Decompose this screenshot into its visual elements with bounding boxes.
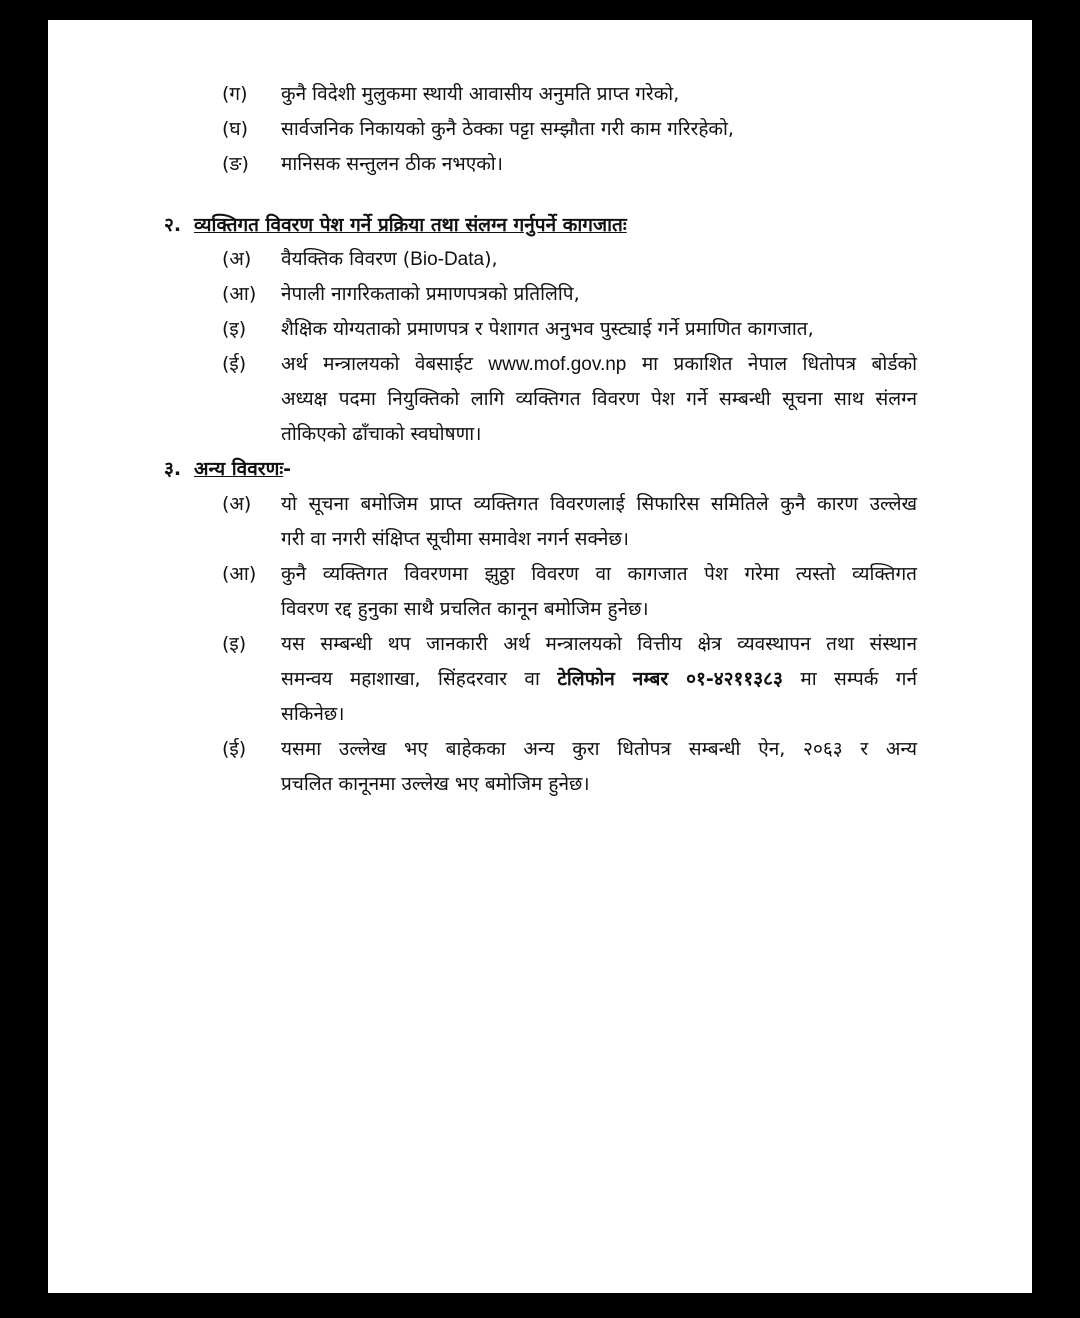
item-label: (आ) [222,283,257,305]
item-text-line: सकिनेछ। [281,703,345,725]
telephone-number: टेलिफोन नम्बर ०१-४२११३८३ [557,668,783,690]
item-text-line: तोकिएको ढाँचाको स्वघोषणा। [281,423,482,445]
item-label: (आ) [222,563,257,585]
item-text-part: वैयक्तिक विवरण ( [281,248,411,270]
item-label: (ङ) [222,153,249,175]
item-text-part: मा प्रकाशित नेपाल धितोपत्र बोर्डको [641,353,918,375]
item-text: सार्वजनिक निकायको कुनै ठेक्का पट्टा सम्झौता गरी काम गरिरहेको, [281,118,734,140]
list-item [48,487,1032,557]
item-text-line [281,347,917,382]
item-label: (ई) [222,353,247,375]
item-text-line: विवरण रद्द हुनुका साथै प्रचलित कानून बमोजिम हुनेछ। [281,598,649,620]
list-item [48,77,1032,112]
item-label: (इ) [222,318,247,340]
section-title: व्यक्तिगत विवरण पेश गर्ने प्रक्रिया तथा संलग्न गर्नुपर्ने कागजातः [194,214,627,236]
item-text-line: गरी वा नगरी संक्षिप्त सूचीमा समावेश नगर्न सक्नेछ। [281,528,629,550]
list-item [48,112,1032,147]
item-text: मानिसक सन्तुलन ठीक नभएको। [281,153,503,175]
website-link-text: www.mof.gov.np [488,354,627,375]
section-heading [48,452,1032,487]
list-item [48,312,1032,347]
item-text-line: प्रचलित कानूनमा उल्लेख भए बमोजिम हुनेछ। [281,773,590,795]
item-text-line: यसमा उल्लेख भए बाहेकका अन्य कुरा धितोपत्र सम्बन्धी ऐन, २०६३ र अन्य [281,738,917,760]
item-text-part: समन्वय महाशाखा, सिंहदरवार वा [281,668,540,690]
item-text: कुनै विदेशी मुलुकमा स्थायी आवासीय अनुमति प्राप्त गरेको, [281,83,680,105]
section-title-suffix: - [283,458,292,480]
list-item [48,732,1032,802]
item-text-part: अर्थ मन्त्रालयको वेबसाईट [281,353,473,375]
list-item [48,347,1032,452]
item-text-line [281,662,917,697]
document-page [48,20,1032,1293]
item-label: (अ) [222,493,252,515]
item-text: शैक्षिक योग्यताको प्रमाणपत्र र पेशागत अनुभव पुस्ट्याई गर्ने प्रमाणित कागजात, [281,318,814,340]
item-label: (ई) [222,738,247,760]
section-title-wrap [194,452,291,487]
item-label: (घ) [222,118,249,140]
section-heading [48,208,1032,243]
item-label: (इ) [222,633,247,655]
item-text-line: कुनै व्यक्तिगत विवरणमा झुठ्ठा विवरण वा कागजात पेश गरेमा त्यस्तो व्यक्तिगत [281,563,917,585]
item-text-line: अध्यक्ष पदमा नियुक्तिको लागि व्यक्तिगत विवरण पेश गर्ने सम्बन्धी सूचना साथ संलग्न [281,388,917,410]
item-text-part: मा सम्पर्क गर्न [800,668,917,690]
item-text: नेपाली नागरिकताको प्रमाणपत्रको प्रतिलिपि, [281,283,580,305]
list-item [48,557,1032,627]
list-item [48,242,1032,277]
item-label: (अ) [222,248,252,270]
item-label: (ग) [222,83,248,105]
item-text-line: यस सम्बन्धी थप जानकारी अर्थ मन्त्रालयको वित्तीय क्षेत्र व्यवस्थापन तथा संस्थान [281,633,917,655]
section-title: अन्य विवरणः [194,458,284,480]
list-item [48,277,1032,312]
section-number: २. [164,214,182,236]
bio-data-text: Bio-Data [410,249,485,270]
item-text-line: यो सूचना बमोजिम प्राप्त व्यक्तिगत विवरणलाई सिफारिस समितिले कुनै कारण उल्लेख [281,493,917,515]
section-number: ३. [164,458,182,480]
list-item [48,627,1032,732]
item-text [281,242,917,277]
list-item [48,147,1032,182]
item-text-part: ), [484,248,498,270]
